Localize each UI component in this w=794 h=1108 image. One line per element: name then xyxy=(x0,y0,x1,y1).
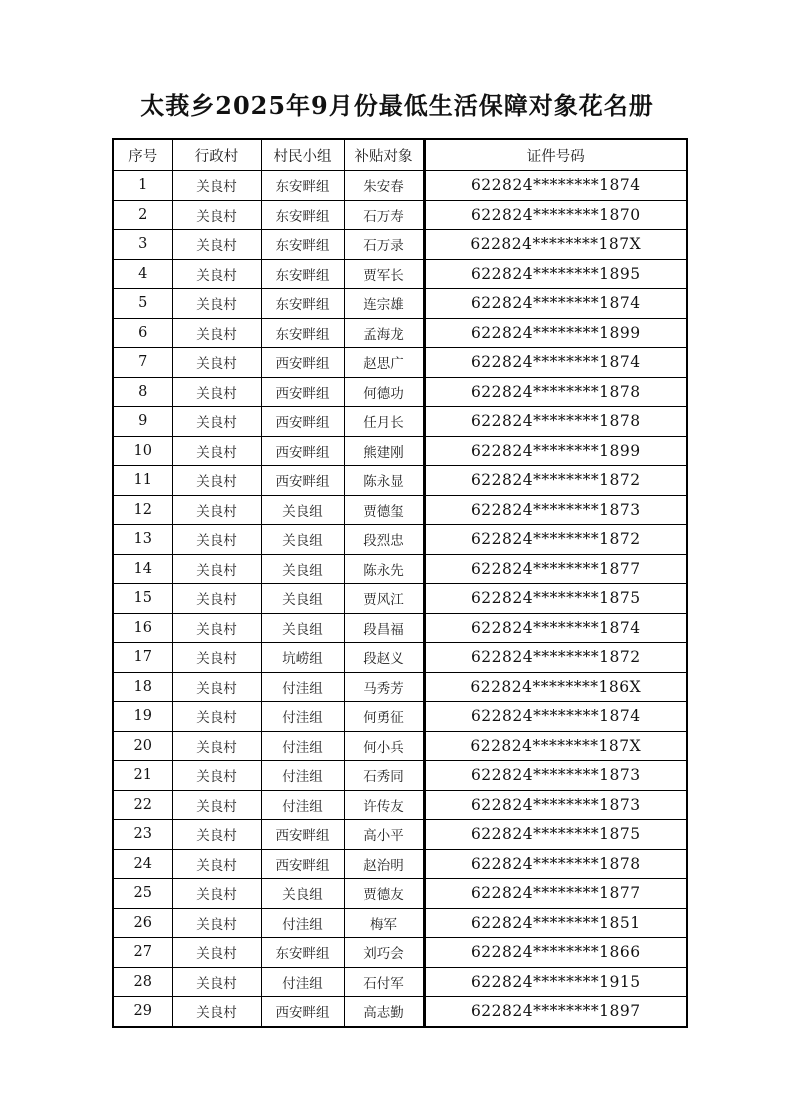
cell-serial: 17 xyxy=(113,643,172,673)
cell-id-number: 622824********1877 xyxy=(424,879,687,909)
cell-id-number: 622824********1874 xyxy=(424,702,687,732)
cell-recipient: 何勇征 xyxy=(344,702,424,732)
cell-serial: 3 xyxy=(113,230,172,260)
cell-group: 付洼组 xyxy=(261,761,344,791)
table-row xyxy=(113,672,687,702)
table-row xyxy=(113,377,687,407)
cell-id-number: 622824********1878 xyxy=(424,377,687,407)
cell-id-number: 622824********1895 xyxy=(424,259,687,289)
table-row xyxy=(113,908,687,938)
cell-serial: 18 xyxy=(113,672,172,702)
cell-village: 关良村 xyxy=(172,908,261,938)
table-row xyxy=(113,849,687,879)
cell-recipient: 何德功 xyxy=(344,377,424,407)
cell-serial: 20 xyxy=(113,731,172,761)
cell-serial: 27 xyxy=(113,938,172,968)
column-header-village: 行政村 xyxy=(172,139,261,171)
cell-group: 坑崂组 xyxy=(261,643,344,673)
cell-id-number: 622824********186X xyxy=(424,672,687,702)
cell-group: 东安畔组 xyxy=(261,318,344,348)
cell-recipient: 马秀芳 xyxy=(344,672,424,702)
cell-id-number: 622824********1873 xyxy=(424,495,687,525)
table-row xyxy=(113,938,687,968)
cell-serial: 25 xyxy=(113,879,172,909)
cell-serial: 12 xyxy=(113,495,172,525)
cell-group: 西安畔组 xyxy=(261,997,344,1027)
cell-group: 关良组 xyxy=(261,613,344,643)
table-row xyxy=(113,702,687,732)
table-row xyxy=(113,318,687,348)
page-title: 太莪乡2025年9月份最低生活保障对象花名册 xyxy=(140,91,654,120)
cell-id-number: 622824********1874 xyxy=(424,171,687,201)
cell-group: 东安畔组 xyxy=(261,259,344,289)
cell-group: 关良组 xyxy=(261,879,344,909)
cell-village: 关良村 xyxy=(172,820,261,850)
cell-recipient: 贾德友 xyxy=(344,879,424,909)
cell-id-number: 622824********1870 xyxy=(424,200,687,230)
cell-serial: 21 xyxy=(113,761,172,791)
table-row xyxy=(113,613,687,643)
cell-group: 关良组 xyxy=(261,525,344,555)
cell-village: 关良村 xyxy=(172,554,261,584)
cell-id-number: 622824********1899 xyxy=(424,318,687,348)
cell-recipient: 贾德玺 xyxy=(344,495,424,525)
cell-recipient: 贾军长 xyxy=(344,259,424,289)
cell-recipient: 贾风江 xyxy=(344,584,424,614)
table-row xyxy=(113,466,687,496)
cell-serial: 6 xyxy=(113,318,172,348)
cell-serial: 5 xyxy=(113,289,172,319)
cell-group: 东安畔组 xyxy=(261,938,344,968)
cell-village: 关良村 xyxy=(172,643,261,673)
cell-recipient: 陈永显 xyxy=(344,466,424,496)
cell-group: 西安畔组 xyxy=(261,348,344,378)
cell-village: 关良村 xyxy=(172,466,261,496)
cell-recipient: 石付军 xyxy=(344,967,424,997)
cell-group: 付洼组 xyxy=(261,731,344,761)
table-row xyxy=(113,790,687,820)
cell-group: 东安畔组 xyxy=(261,171,344,201)
cell-group: 关良组 xyxy=(261,584,344,614)
cell-serial: 19 xyxy=(113,702,172,732)
table-row xyxy=(113,554,687,584)
cell-serial: 8 xyxy=(113,377,172,407)
cell-recipient: 石秀同 xyxy=(344,761,424,791)
cell-village: 关良村 xyxy=(172,259,261,289)
cell-id-number: 622824********1874 xyxy=(424,289,687,319)
cell-serial: 1 xyxy=(113,171,172,201)
cell-village: 关良村 xyxy=(172,171,261,201)
cell-id-number: 622824********1873 xyxy=(424,761,687,791)
cell-id-number: 622824********1872 xyxy=(424,643,687,673)
cell-village: 关良村 xyxy=(172,761,261,791)
table-row xyxy=(113,525,687,555)
cell-serial: 26 xyxy=(113,908,172,938)
table-row xyxy=(113,879,687,909)
cell-group: 西安畔组 xyxy=(261,436,344,466)
cell-group: 西安畔组 xyxy=(261,466,344,496)
cell-recipient: 赵思广 xyxy=(344,348,424,378)
column-header-id-number: 证件号码 xyxy=(424,139,687,171)
cell-id-number: 622824********1899 xyxy=(424,436,687,466)
cell-group: 西安畔组 xyxy=(261,820,344,850)
cell-serial: 10 xyxy=(113,436,172,466)
cell-recipient: 石万寿 xyxy=(344,200,424,230)
table-row xyxy=(113,289,687,319)
cell-recipient: 孟海龙 xyxy=(344,318,424,348)
cell-serial: 13 xyxy=(113,525,172,555)
cell-village: 关良村 xyxy=(172,584,261,614)
cell-id-number: 622824********1873 xyxy=(424,790,687,820)
table-row xyxy=(113,820,687,850)
cell-recipient: 朱安春 xyxy=(344,171,424,201)
cell-recipient: 赵治明 xyxy=(344,849,424,879)
cell-recipient: 石万录 xyxy=(344,230,424,260)
cell-serial: 2 xyxy=(113,200,172,230)
cell-group: 西安畔组 xyxy=(261,407,344,437)
cell-id-number: 622824********1877 xyxy=(424,554,687,584)
table-row xyxy=(113,495,687,525)
cell-recipient: 梅军 xyxy=(344,908,424,938)
cell-group: 西安畔组 xyxy=(261,849,344,879)
cell-recipient: 任月长 xyxy=(344,407,424,437)
cell-village: 关良村 xyxy=(172,230,261,260)
cell-village: 关良村 xyxy=(172,938,261,968)
cell-village: 关良村 xyxy=(172,318,261,348)
cell-group: 东安畔组 xyxy=(261,230,344,260)
cell-id-number: 622824********1875 xyxy=(424,584,687,614)
cell-recipient: 高志勤 xyxy=(344,997,424,1027)
cell-recipient: 段赵义 xyxy=(344,643,424,673)
cell-recipient: 段昌福 xyxy=(344,613,424,643)
column-header-recipient: 补贴对象 xyxy=(344,139,424,171)
cell-serial: 14 xyxy=(113,554,172,584)
cell-id-number: 622824********1851 xyxy=(424,908,687,938)
cell-id-number: 622824********1875 xyxy=(424,820,687,850)
table-row xyxy=(113,259,687,289)
cell-village: 关良村 xyxy=(172,495,261,525)
cell-village: 关良村 xyxy=(172,377,261,407)
cell-group: 关良组 xyxy=(261,554,344,584)
cell-group: 西安畔组 xyxy=(261,377,344,407)
cell-group: 东安畔组 xyxy=(261,289,344,319)
cell-group: 付洼组 xyxy=(261,672,344,702)
table-header xyxy=(113,139,687,171)
cell-group: 付洼组 xyxy=(261,967,344,997)
cell-village: 关良村 xyxy=(172,790,261,820)
cell-village: 关良村 xyxy=(172,436,261,466)
cell-id-number: 622824********1872 xyxy=(424,525,687,555)
header-row xyxy=(113,139,687,171)
cell-recipient: 许传友 xyxy=(344,790,424,820)
cell-id-number: 622824********1866 xyxy=(424,938,687,968)
table-row xyxy=(113,200,687,230)
column-header-serial: 序号 xyxy=(113,139,172,171)
cell-group: 付洼组 xyxy=(261,908,344,938)
cell-serial: 24 xyxy=(113,849,172,879)
cell-serial: 11 xyxy=(113,466,172,496)
table-row xyxy=(113,967,687,997)
cell-village: 关良村 xyxy=(172,849,261,879)
cell-serial: 9 xyxy=(113,407,172,437)
cell-village: 关良村 xyxy=(172,407,261,437)
cell-serial: 7 xyxy=(113,348,172,378)
cell-recipient: 连宗雄 xyxy=(344,289,424,319)
table-row xyxy=(113,997,687,1027)
cell-recipient: 熊建刚 xyxy=(344,436,424,466)
table-row xyxy=(113,230,687,260)
cell-recipient: 高小平 xyxy=(344,820,424,850)
cell-id-number: 622824********1915 xyxy=(424,967,687,997)
cell-village: 关良村 xyxy=(172,672,261,702)
cell-serial: 16 xyxy=(113,613,172,643)
table-row xyxy=(113,407,687,437)
cell-id-number: 622824********187X xyxy=(424,230,687,260)
cell-village: 关良村 xyxy=(172,289,261,319)
cell-id-number: 622824********1874 xyxy=(424,613,687,643)
cell-serial: 22 xyxy=(113,790,172,820)
table-row xyxy=(113,731,687,761)
table-body xyxy=(113,171,687,1027)
cell-id-number: 622824********1874 xyxy=(424,348,687,378)
cell-recipient: 何小兵 xyxy=(344,731,424,761)
cell-id-number: 622824********1878 xyxy=(424,407,687,437)
cell-serial: 29 xyxy=(113,997,172,1027)
cell-id-number: 622824********1897 xyxy=(424,997,687,1027)
table-row xyxy=(113,761,687,791)
cell-group: 付洼组 xyxy=(261,790,344,820)
cell-group: 东安畔组 xyxy=(261,200,344,230)
cell-village: 关良村 xyxy=(172,702,261,732)
cell-id-number: 622824********187X xyxy=(424,731,687,761)
table-row xyxy=(113,348,687,378)
cell-recipient: 段烈忠 xyxy=(344,525,424,555)
cell-recipient: 陈永先 xyxy=(344,554,424,584)
cell-village: 关良村 xyxy=(172,613,261,643)
cell-id-number: 622824********1878 xyxy=(424,849,687,879)
cell-serial: 28 xyxy=(113,967,172,997)
table-row xyxy=(113,643,687,673)
cell-village: 关良村 xyxy=(172,731,261,761)
cell-group: 关良组 xyxy=(261,495,344,525)
cell-village: 关良村 xyxy=(172,879,261,909)
cell-serial: 23 xyxy=(113,820,172,850)
cell-village: 关良村 xyxy=(172,967,261,997)
cell-village: 关良村 xyxy=(172,348,261,378)
cell-id-number: 622824********1872 xyxy=(424,466,687,496)
table-row xyxy=(113,171,687,201)
roster-table xyxy=(112,138,688,1028)
column-header-group: 村民小组 xyxy=(261,139,344,171)
table-row xyxy=(113,436,687,466)
cell-group: 付洼组 xyxy=(261,702,344,732)
cell-village: 关良村 xyxy=(172,200,261,230)
cell-recipient: 刘巧会 xyxy=(344,938,424,968)
table-row xyxy=(113,584,687,614)
cell-serial: 15 xyxy=(113,584,172,614)
cell-village: 关良村 xyxy=(172,997,261,1027)
cell-serial: 4 xyxy=(113,259,172,289)
cell-village: 关良村 xyxy=(172,525,261,555)
